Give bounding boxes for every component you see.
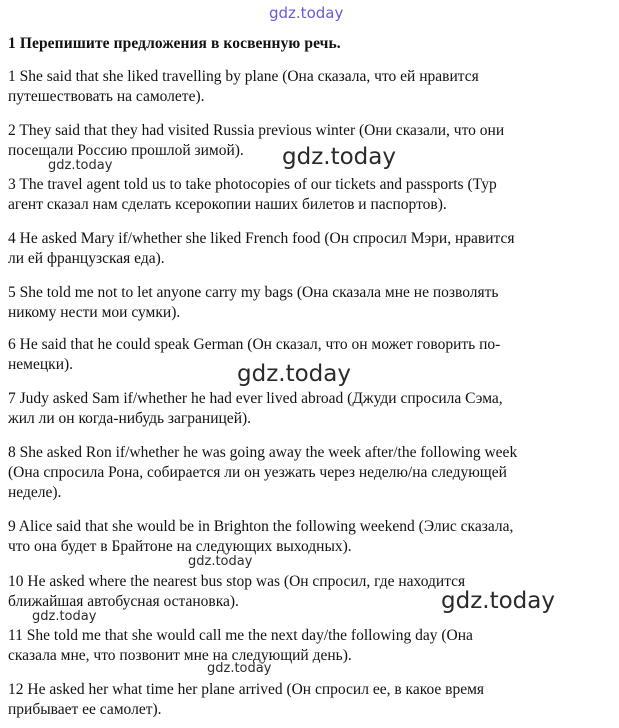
sentence-line: жил ли он когда-нибудь заграницей). (8, 410, 252, 427)
sentence-5 (8, 283, 612, 323)
sentence-line: 7 Judy asked Sam if/whether he had ever lived abroad (Джуди спросила Сэма, (8, 390, 503, 407)
sentence-line: 9 Alice said that she would be in Brighton the following weekend (Элис сказала, (8, 518, 514, 535)
sentence-line: что она будет в Брайтоне на следующих выходных). (8, 538, 352, 555)
watermark: gdz.today (282, 144, 396, 170)
sentence-line: немецки). (8, 356, 74, 373)
sentence-line: сказала мне, что позвонит мне на следующий день). (8, 647, 352, 664)
watermark: gdz.today (207, 661, 272, 676)
sentence-line: путешествовать на самолете). (8, 88, 205, 105)
sentence-line: 2 They said that they had visited Russia previous winter (Они сказали, что они (8, 122, 505, 139)
watermark: gdz.today (32, 609, 97, 624)
watermark: gdz.today (441, 588, 555, 614)
sentence-line: 8 She asked Ron if/whether he was going away the week after/the following week (8, 444, 518, 461)
sentence-line: 1 She said that she liked travelling by plane (Она сказала, что ей нравится (8, 68, 479, 85)
sentence-line: 3 The travel agent told us to take photocopies of our tickets and passports (Тур (8, 176, 497, 193)
sentence-line: 12 He asked her what time her plane arrived (Он спросил ее, в какое время (8, 681, 485, 698)
sentence-line: ближайшая автобусная остановка). (8, 593, 239, 610)
sentence-line: ли ей французская еда). (8, 250, 165, 267)
sentence-11 (8, 626, 612, 666)
sentence-9 (8, 517, 612, 557)
watermark: gdz.today (237, 361, 351, 387)
watermark: gdz.today (48, 158, 113, 173)
sentence-line: никому нести мои сумки). (8, 304, 181, 321)
sentence-12 (8, 680, 612, 720)
sentence-line: (Она спросила Рона, собирается ли он уезжать через неделю/на следующей (8, 464, 507, 481)
exercise-heading: 1 Перепишите предложения в косвенную речь. (8, 35, 341, 52)
watermark-top: gdz.today (269, 4, 344, 22)
sentence-1 (8, 67, 612, 107)
sentence-line: 6 He said that he could speak German (Он сказал, что он может говорить по- (8, 336, 501, 353)
sentence-7 (8, 389, 612, 429)
sentence-line: 4 He asked Mary if/whether she liked French food (Он спросил Мэри, нравится (8, 230, 515, 247)
sentence-4 (8, 229, 612, 269)
sentence-line: неделе). (8, 484, 62, 501)
sentence-3 (8, 175, 612, 215)
sentence-line: 11 She told me that she would call me the next day/the following day (Она (8, 627, 473, 644)
watermark: gdz.today (188, 554, 253, 569)
sentence-line: посещали Россию прошлой зимой). (8, 142, 244, 159)
sentence-line: 10 He asked where the nearest bus stop was (Он спросил, где находится (8, 573, 466, 590)
sentence-line: агент сказал нам сделать ксерокопии наших билетов и паспортов). (8, 196, 447, 213)
sentence-8 (8, 443, 612, 503)
sentence-line: прибывает ее самолет). (8, 701, 162, 718)
sentence-line: 5 She told me not to let anyone carry my bags (Она сказала мне не позволять (8, 284, 499, 301)
